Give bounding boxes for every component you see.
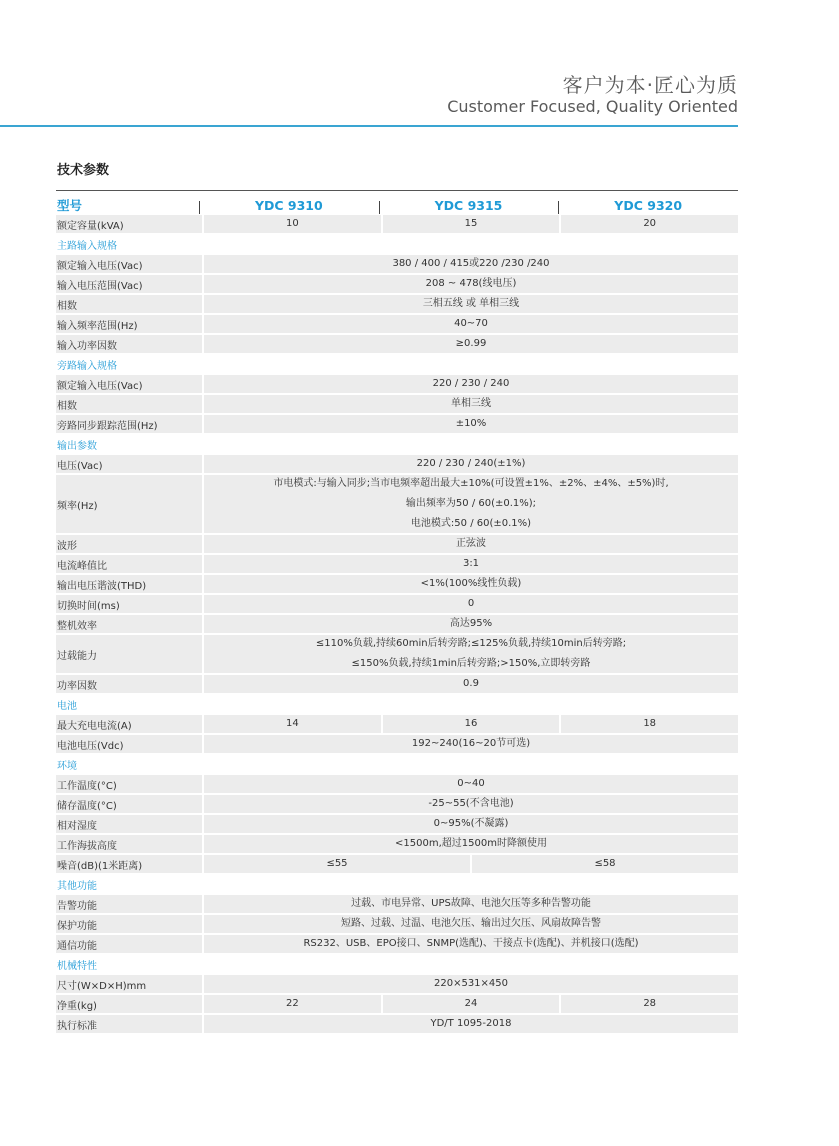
row-label: 相数 <box>56 295 202 313</box>
cell-text: 15 <box>464 218 478 229</box>
row-values <box>204 555 738 573</box>
table-row <box>56 375 738 393</box>
value-cell <box>204 795 738 813</box>
value-cell <box>204 415 738 433</box>
row-values <box>204 895 738 913</box>
row-values <box>204 275 738 293</box>
table-row <box>56 855 738 873</box>
cell-text: -25~55(不含电池) <box>428 798 514 809</box>
row-values <box>204 795 738 813</box>
table-row <box>56 795 738 813</box>
model-name: YDC 9315 <box>379 198 559 213</box>
row-label: 工作温度(°C) <box>56 775 202 793</box>
row-values <box>204 835 738 853</box>
cell-text: 220 / 230 / 240(±1%) <box>416 458 526 469</box>
category-heading: 输出参数 <box>57 440 97 452</box>
section-title: 技术参数 <box>57 163 110 178</box>
table-row <box>56 995 738 1013</box>
table-row <box>56 295 738 313</box>
row-values <box>204 295 738 313</box>
row-label: 额定输入电压(Vac) <box>56 375 202 393</box>
row-label: 输入电压范围(Vac) <box>56 275 202 293</box>
table-row <box>56 1015 738 1033</box>
cell-text: YD/T 1095-2018 <box>430 1018 512 1029</box>
row-values <box>204 935 738 953</box>
cell-text: 192~240(16~20节可选) <box>411 738 531 749</box>
row-values <box>204 915 738 933</box>
row-label: 噪音(dB)(1米距离) <box>56 855 202 873</box>
row-label: 通信功能 <box>56 935 202 953</box>
cell-text: 单相三线 <box>451 398 491 409</box>
row-label: 执行标准 <box>56 1015 202 1033</box>
value-cell <box>204 895 738 913</box>
cell-text: 22 <box>285 998 299 1009</box>
row-values <box>204 395 738 413</box>
cell-text: 0~95%(不凝露) <box>433 818 509 829</box>
value-cell <box>204 835 738 853</box>
value-cell <box>204 315 738 333</box>
value-cell <box>204 395 738 413</box>
model-name: YDC 9310 <box>199 198 379 213</box>
value-cell <box>204 595 738 613</box>
row-label: 额定输入电压(Vac) <box>56 255 202 273</box>
table-row <box>56 835 738 853</box>
header-title-en: Customer Focused, Quality Oriented <box>447 97 738 116</box>
value-cell <box>204 975 738 993</box>
value-cell <box>561 215 738 233</box>
cell-text: 高达95% <box>449 618 493 629</box>
cell-text: 三相五线 或 单相三线 <box>422 298 520 309</box>
cell-text: 24 <box>464 998 478 1009</box>
row-values <box>204 215 738 233</box>
cell-text: ≤110%负载,持续60min后转旁路;≤125%负载,持续10min后转旁路; <box>315 638 627 649</box>
row-label: 整机效率 <box>56 615 202 633</box>
category-heading: 机械特性 <box>57 960 97 972</box>
row-label: 过载能力 <box>56 635 202 673</box>
value-cell <box>561 715 738 733</box>
value-cell <box>204 535 738 553</box>
row-label: 相对湿度 <box>56 815 202 833</box>
row-values <box>204 595 738 613</box>
row-label: 输入功率因数 <box>56 335 202 353</box>
value-cell <box>204 815 738 833</box>
table-row <box>56 535 738 553</box>
row-label: 波形 <box>56 535 202 553</box>
cell-text: <1%(100%线性负载) <box>420 578 522 589</box>
table-row <box>56 935 738 953</box>
cell-text: 0.9 <box>463 678 479 689</box>
row-values <box>204 575 738 593</box>
row-values <box>204 855 738 873</box>
cell-text: 16 <box>464 718 478 729</box>
table-row <box>56 775 738 793</box>
value-cell <box>204 615 738 633</box>
table-row <box>56 475 738 533</box>
cell-text: ≤58 <box>594 858 616 869</box>
header-divider <box>0 125 738 127</box>
cell-text: 短路、过载、过温、电池欠压、输出过欠压、风扇故障告警 <box>341 918 601 929</box>
row-label: 最大充电电流(A) <box>56 715 202 733</box>
cell-text: 220×531×450 <box>433 978 509 989</box>
value-cell <box>383 715 560 733</box>
cell-text: 市电模式:与输入同步;当市电频率超出最大±10%(可设置±1%、±2%、±4%、±5%)时, <box>273 478 669 489</box>
cell-text: 220 / 230 / 240 <box>432 378 510 389</box>
value-cell <box>204 775 738 793</box>
cell-text: ≤55 <box>326 858 348 869</box>
row-label: 输出电压谐波(THD) <box>56 575 202 593</box>
cell-text: 20 <box>643 218 657 229</box>
row-label: 净重(kg) <box>56 995 202 1013</box>
table-row <box>56 635 738 673</box>
cell-text: 0~40 <box>457 778 485 789</box>
category-heading: 旁路输入规格 <box>57 360 117 372</box>
cell-text: 输出频率为50 / 60(±0.1%); <box>405 498 537 509</box>
cell-text: 正弦波 <box>456 538 486 549</box>
table-row <box>56 335 738 353</box>
value-cell <box>204 455 738 473</box>
row-values <box>204 775 738 793</box>
row-label: 电流峰值比 <box>56 555 202 573</box>
row-values <box>204 375 738 393</box>
row-values <box>204 415 738 433</box>
value-cell <box>383 995 560 1013</box>
value-cell <box>561 995 738 1013</box>
row-values <box>204 455 738 473</box>
value-cell <box>204 275 738 293</box>
cell-text: RS232、USB、EPO接口、SNMP(选配)、干接点卡(选配)、并机接口(选配) <box>303 938 639 949</box>
row-values <box>204 535 738 553</box>
value-cell <box>472 855 738 873</box>
row-values <box>204 335 738 353</box>
cell-text: 14 <box>285 718 299 729</box>
value-cell <box>204 715 381 733</box>
row-values <box>204 635 738 673</box>
cell-text: 0 <box>467 598 475 609</box>
row-values <box>204 255 738 273</box>
row-label: 尺寸(W×D×H)mm <box>56 975 202 993</box>
value-cell <box>204 555 738 573</box>
value-cell <box>204 375 738 393</box>
table-row <box>56 915 738 933</box>
header-title-cn: 客户为本·匠心为质 <box>562 73 738 97</box>
table-row <box>56 595 738 613</box>
row-values <box>204 715 738 733</box>
value-cell <box>204 635 738 673</box>
category-heading: 环境 <box>57 760 77 772</box>
table-row <box>56 255 738 273</box>
table-header-row <box>56 195 738 215</box>
row-values <box>204 675 738 693</box>
value-cell <box>204 735 738 753</box>
table-row <box>56 555 738 573</box>
row-values <box>204 995 738 1013</box>
table-row <box>56 415 738 433</box>
value-cell <box>204 575 738 593</box>
row-label: 相数 <box>56 395 202 413</box>
table-row <box>56 715 738 733</box>
row-values <box>204 1015 738 1033</box>
cell-text: 电池模式:50 / 60(±0.1%) <box>410 518 532 529</box>
table-row <box>56 455 738 473</box>
table-row <box>56 615 738 633</box>
table-row <box>56 215 738 233</box>
value-cell <box>204 995 381 1013</box>
row-values <box>204 815 738 833</box>
cell-text: 过载、市电异常、UPS故障、电池欠压等多种告警功能 <box>351 898 591 909</box>
model-header-label: 型号 <box>57 198 83 213</box>
cell-text: 40~70 <box>454 318 488 329</box>
row-label: 储存温度(°C) <box>56 795 202 813</box>
row-values <box>204 615 738 633</box>
category-heading: 主路输入规格 <box>57 240 117 252</box>
row-label: 电压(Vac) <box>56 455 202 473</box>
row-label: 切换时间(ms) <box>56 595 202 613</box>
table-top-rule <box>56 190 738 191</box>
row-label: 告警功能 <box>56 895 202 913</box>
cell-text: ≤150%负载,持续1min后转旁路;>150%,立即转旁路 <box>351 658 591 669</box>
category-heading: 其他功能 <box>57 880 97 892</box>
spec-table <box>56 195 738 1035</box>
value-cell <box>383 215 560 233</box>
cell-text: <1500m,超过1500m时降额使用 <box>395 838 547 849</box>
row-values <box>204 315 738 333</box>
cell-text: 3:1 <box>462 558 480 569</box>
value-cell <box>204 295 738 313</box>
row-label: 电池电压(Vdc) <box>56 735 202 753</box>
table-row <box>56 275 738 293</box>
value-cell <box>204 855 470 873</box>
cell-text: ±10% <box>455 418 487 429</box>
value-cell <box>204 675 738 693</box>
model-name: YDC 9320 <box>558 198 738 213</box>
value-cell <box>204 215 381 233</box>
row-label: 输入频率范围(Hz) <box>56 315 202 333</box>
row-values <box>204 475 738 533</box>
table-body <box>56 215 738 1033</box>
table-row <box>56 815 738 833</box>
value-cell <box>204 335 738 353</box>
category-heading: 电池 <box>57 700 77 712</box>
row-values <box>204 735 738 753</box>
table-row <box>56 575 738 593</box>
row-label: 额定容量(kVA) <box>56 215 202 233</box>
value-cell <box>204 935 738 953</box>
cell-text: ≥0.99 <box>455 338 487 349</box>
row-values <box>204 975 738 993</box>
table-row <box>56 735 738 753</box>
cell-text: 10 <box>285 218 299 229</box>
table-row <box>56 315 738 333</box>
table-row <box>56 675 738 693</box>
cell-text: 208 ~ 478(线电压) <box>425 278 517 289</box>
cell-text: 18 <box>643 718 657 729</box>
table-row <box>56 895 738 913</box>
row-label: 频率(Hz) <box>56 475 202 533</box>
row-label: 功率因数 <box>56 675 202 693</box>
value-cell <box>204 255 738 273</box>
cell-text: 28 <box>643 998 657 1009</box>
value-cell <box>204 475 738 533</box>
row-label: 工作海拔高度 <box>56 835 202 853</box>
value-cell <box>204 915 738 933</box>
table-row <box>56 395 738 413</box>
row-label: 保护功能 <box>56 915 202 933</box>
value-cell <box>204 1015 738 1033</box>
row-label: 旁路同步跟踪范围(Hz) <box>56 415 202 433</box>
table-row <box>56 975 738 993</box>
cell-text: 380 / 400 / 415或220 /230 /240 <box>392 258 550 269</box>
